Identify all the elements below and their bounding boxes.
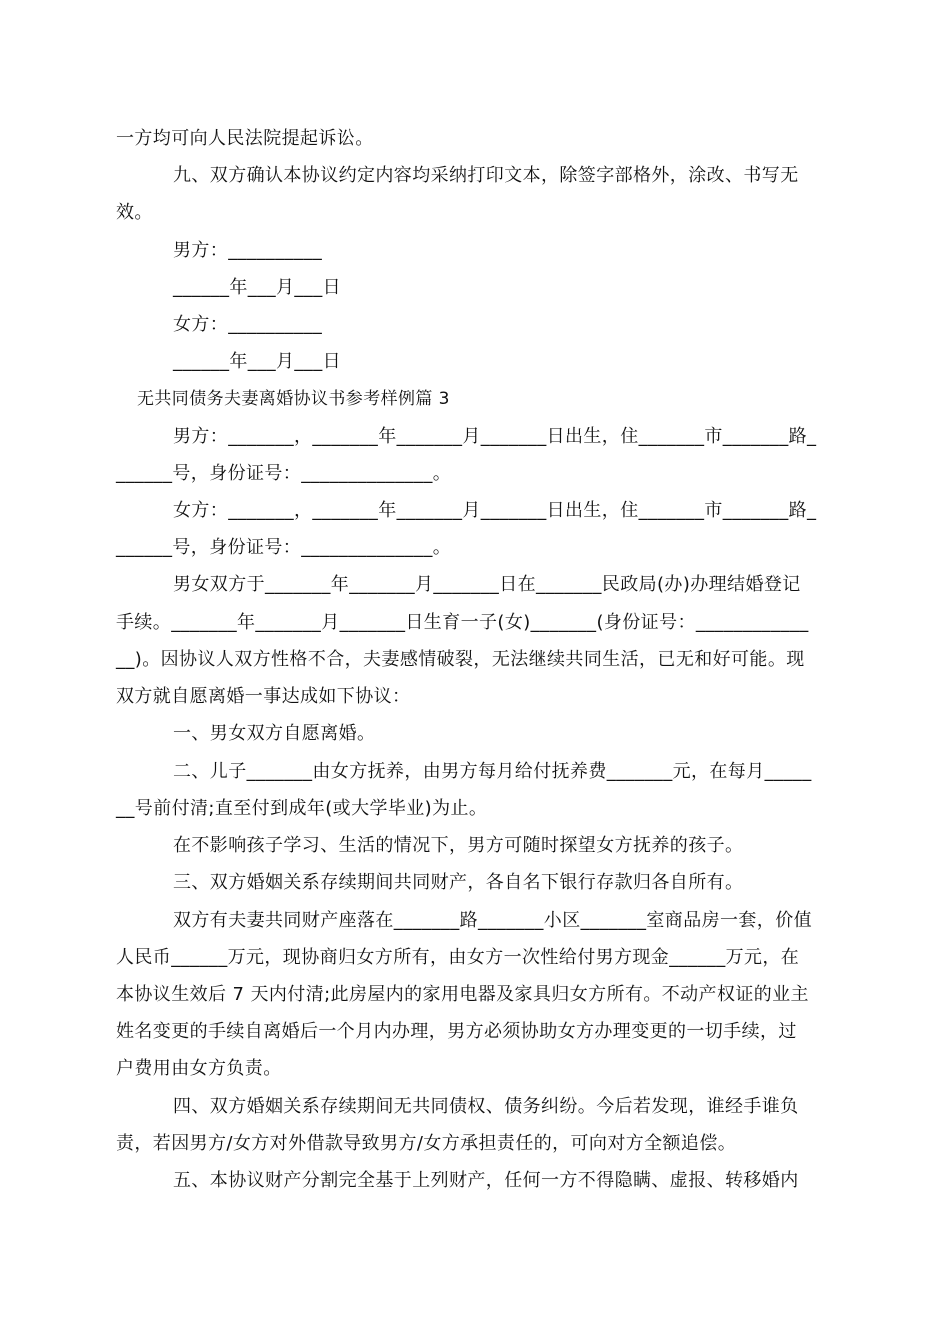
- text-line: 男方：_______，_______年_______月_______日出生，住_______市_______路_: [173, 426, 817, 447]
- text-line: 一方均可向人民法院提起诉讼。: [116, 128, 374, 149]
- text-line: __号前付清;直至付到成年(或大学毕业)为止。: [116, 798, 488, 819]
- text-line: 在不影响孩子学习、生活的情况下，男方可随时探望女方抚养的孩子。: [173, 835, 744, 856]
- date-line: ______年___月___日: [173, 277, 341, 298]
- text-line: 五、本协议财产分割完全基于上列财产，任何一方不得隐瞒、虚报、转移婚内: [173, 1170, 799, 1191]
- text-line: 九、双方确认本协议约定内容均采纳打印文本，除签字部格外，涂改、书写无: [173, 165, 799, 186]
- text-line: 姓名变更的手续自离婚后一个月内办理，男方必须协助女方办理变更的一切手续，过: [116, 1021, 797, 1042]
- text-line: 一、男女双方自愿离婚。: [173, 723, 376, 744]
- text-line: 双方就自愿离婚一事达成如下协议：: [116, 686, 411, 707]
- text-line: 四、双方婚姻关系存续期间无共同债权、债务纠纷。今后若发现，谁经手谁负: [173, 1096, 799, 1117]
- text-line: 双方有夫妻共同财产座落在_______路_______小区_______室商品房一套，价值: [173, 910, 812, 931]
- date-line: ______年___月___日: [173, 351, 341, 372]
- text-line: 人民币______万元，现协商归女方所有，由女方一次性给付男方现金______万元，在: [116, 947, 800, 968]
- section-heading: 无共同债务夫妻离婚协议书参考样例篇 3: [137, 389, 450, 409]
- text-line: ______号，身份证号：______________。: [116, 463, 452, 484]
- text-line: 效。: [116, 202, 153, 223]
- text-line: 手续。_______年_______月_______日生育一子(女)_______(身份证号：____________: [116, 612, 809, 633]
- text-line: 二、儿子_______由女方抚养，由男方每月给付抚养费_______元，在每月_____: [173, 761, 812, 782]
- text-line: 男女双方于_______年_______月_______日在_______民政局(办)办理结婚登记: [173, 574, 801, 595]
- text-line: 本协议生效后 7 天内付清;此房屋内的家用电器及家具归女方所有。不动产权证的业主: [116, 984, 809, 1005]
- text-line: 责，若因男方/女方对外借款导致男方/女方承担责任的，可向对方全额追偿。: [116, 1133, 737, 1154]
- signature-line-male: 男方：__________: [173, 240, 323, 261]
- text-line: 女方：_______，_______年_______月_______日出生，住_______市_______路_: [173, 500, 817, 521]
- text-line: 三、双方婚姻关系存续期间共同财产，各自名下银行存款归各自所有。: [173, 872, 744, 893]
- text-line: ______号，身份证号：______________。: [116, 537, 452, 558]
- signature-line-female: 女方：__________: [173, 314, 323, 335]
- text-line: 户费用由女方负责。: [116, 1058, 282, 1079]
- text-line: __)。因协议人双方性格不合，夫妻感情破裂，无法继续共同生活，已无和好可能。现: [116, 649, 805, 670]
